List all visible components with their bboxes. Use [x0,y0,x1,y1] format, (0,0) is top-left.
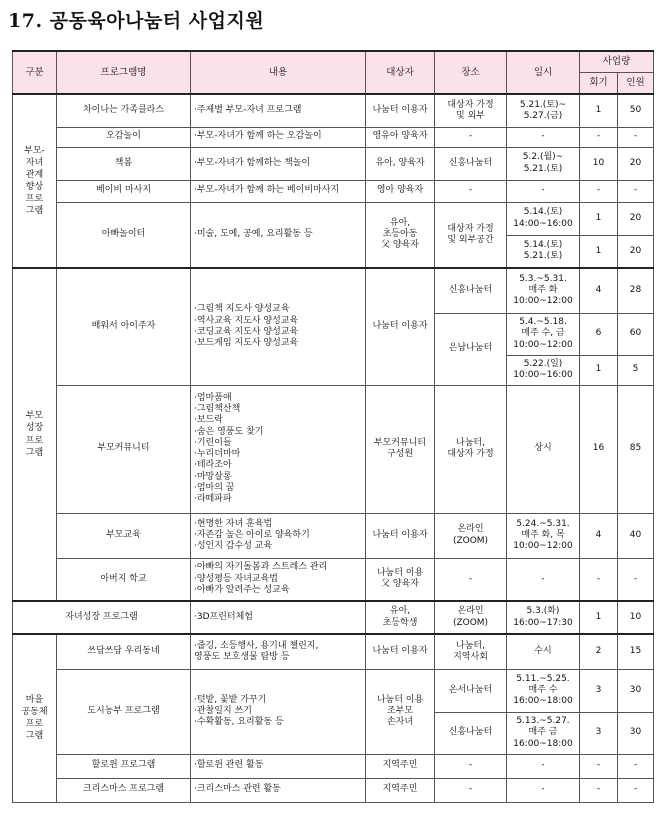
program-place: - [435,558,507,601]
header-content: 내용 [191,51,366,94]
header-sessions: 회기 [580,73,618,95]
group-label: 마을 공동체 프로 그램 [13,634,57,802]
table-row [13,268,654,313]
program-date: - [507,127,580,147]
header-date: 일시 [507,51,580,94]
program-people: 5 [618,355,654,385]
program-target: 부모커뮤니티 구성원 [366,385,435,513]
program-name: 자녀성장 프로그램 [13,601,191,634]
program-content: ·미술, 도예, 공예, 요리활동 등 [191,202,366,268]
program-people: 20 [618,202,654,235]
program-sessions: 2 [580,634,618,669]
table-row [13,558,654,601]
program-date: - [507,754,580,778]
table-row [13,94,654,127]
program-target: 지역주민 [366,754,435,778]
program-content [191,385,366,513]
program-date: 상시 [507,385,580,513]
table-row [13,754,654,778]
program-date: 5.22.(일) 10:00~16:00 [507,355,580,385]
program-content: ·크리스마스 관련 활동 [191,778,366,802]
program-place: 나눔터, 지역사회 [435,634,507,669]
program-people: - [618,180,654,202]
program-people: 85 [618,385,654,513]
program-people: 10 [618,601,654,634]
program-people: - [618,558,654,601]
program-name: 차이나는 가족클라스 [57,94,191,127]
content-item: ·누리더마마 [194,449,241,459]
program-people: 28 [618,268,654,313]
table-row [13,778,654,802]
program-sessions: - [580,558,618,601]
program-target: 나눔터 이용자 [366,268,435,385]
program-place: 온라인 (ZOOM) [435,513,507,558]
table-row [13,385,654,513]
program-people: 50 [618,94,654,127]
header-people: 인원 [618,73,654,95]
table-row [13,634,654,669]
table-row [13,147,654,180]
header-target: 대상자 [366,51,435,94]
program-date: - [507,180,580,202]
program-date: 5.14.(토) 5.21.(토) [507,235,580,268]
header-volume: 사업량 [580,51,654,73]
table-row [13,127,654,147]
program-date: 5.3.~5.31. 매주 화 10:00~12:00 [507,268,580,313]
content-item: ·라떼파파 [194,494,232,504]
content-item: ·보드게임 지도사 양성교육 [194,338,299,348]
program-name: 책봄 [57,147,191,180]
program-name: 크리스마스 프로그램 [57,778,191,802]
program-target: 지역주민 [366,778,435,802]
content-item: ·그림책 지도사 양성교육 [194,304,290,315]
program-sessions: - [580,180,618,202]
content-item: ·양성평등 자녀교육법 [194,573,278,584]
program-sessions: 1 [580,601,618,634]
group-label: 부모 성장 프로 그램 [13,268,57,601]
content-item: ·텃밭, 꽃밭 가꾸기 [194,694,267,705]
program-name: 할로윈 프로그램 [57,754,191,778]
program-name: 부모교육 [57,513,191,558]
program-place: - [435,778,507,802]
program-target: 유아, 초등학생 [366,601,435,634]
program-content: ·주제별 부모-자녀 프로그램 [191,94,366,127]
program-sessions: 16 [580,385,618,513]
program-content: ·부모-자녀가 함께 하는 오감놀이 [191,127,366,147]
program-place: 은남나눔터 [435,313,507,385]
program-content: ·부모-자녀가 함께하는 책놀이 [191,147,366,180]
content-item: ·아빠가 알려주는 성교육 [194,584,290,595]
content-item: ·테라조아 [194,460,232,471]
program-target: 나눔터 이용 父 양육자 [366,558,435,601]
program-sessions: - [580,127,618,147]
program-people: - [618,754,654,778]
program-place: - [435,754,507,778]
content-item: ·숨은 영풍도 찾기 [194,426,264,437]
program-content: ·할로윈 관련 활동 [191,754,366,778]
program-sessions: 6 [580,313,618,355]
program-place: - [435,180,507,202]
program-place: 대상자 가정 및 외부 [435,94,507,127]
program-sessions: 3 [580,712,618,754]
program-table [12,50,654,803]
program-sessions: 10 [580,147,618,180]
table-row [13,202,654,235]
program-people: 20 [618,235,654,268]
program-target: 유아, 양육자 [366,147,435,180]
table-row [13,601,654,634]
program-content [191,513,366,558]
program-people: 60 [618,313,654,355]
program-content: ·부모-자녀가 함께 하는 베이비마사지 [191,180,366,202]
program-sessions: - [580,778,618,802]
program-sessions: 1 [580,94,618,127]
content-item: ·엄마품애 [194,392,232,403]
content-item: ·성인지 감수성 교육 [194,541,273,552]
program-sessions: - [580,754,618,778]
program-place: 신흥나눔터 [435,147,507,180]
content-item: ·역사교육 지도사 양성교육 [194,315,299,326]
header-program: 프로그램명 [57,51,191,94]
content-item: ·그림책산책 [194,404,241,414]
program-place: 나눔터, 대상자 가정 [435,385,507,513]
program-people: 30 [618,712,654,754]
program-place: 대상자 가정 및 외부공간 [435,202,507,268]
table-row [13,513,654,558]
header-place: 장소 [435,51,507,94]
program-target: 영아 양육자 [366,180,435,202]
program-target: 나눔터 이용자 [366,634,435,669]
program-people: 40 [618,513,654,558]
content-item: ·자존감 높은 아이로 양육하기 [194,529,310,540]
program-people: - [618,127,654,147]
content-item: ·관찰일지 쓰기 [194,705,252,716]
program-target: 나눔터 이용자 [366,94,435,127]
program-sessions: 4 [580,268,618,313]
program-date: 수시 [507,634,580,669]
content-item: ·아빠의 자기돌봄과 스트레스 관리 [194,562,328,573]
program-name: 부모커뮤니티 [57,385,191,513]
content-item: ·마망살롱 [194,471,232,482]
program-content [191,268,366,385]
header-category: 구분 [13,51,57,94]
program-content: ·줍깅, 소등행사, 용기내 챌린지, 영풍도 보호생물 탐방 등 [191,634,366,669]
program-place: 신흥나눔터 [435,712,507,754]
page-title: 17. 공동육아나눔터 사업지원 [8,10,265,32]
program-name: 쓰담쓰담 우리동네 [57,634,191,669]
content-item: ·현명한 자녀 훈육법 [194,518,273,529]
program-date: 5.14.(토) 14:00~16:00 [507,202,580,235]
program-place: 온라인 (ZOOM) [435,601,507,634]
program-name: 아버지 학교 [57,558,191,601]
program-date: 5.11.~5.25. 매주 수 16:00~18:00 [507,669,580,712]
program-name: 오감놀이 [57,127,191,147]
program-date: - [507,558,580,601]
program-name: 베이비 마사지 [57,180,191,202]
program-date: 5.21.(토)~ 5.27.(금) [507,94,580,127]
program-target: 나눔터 이용 조부모 손자녀 [366,669,435,754]
group-label: 부모- 자녀 관계 향상 프로 그램 [13,94,57,268]
program-date: 5.2.(월)~ 5.21.(토) [507,147,580,180]
program-people: 30 [618,669,654,712]
program-people: 15 [618,634,654,669]
content-item: ·기린이들 [194,437,232,448]
program-date: 5.3.(화) 16:00~17:30 [507,601,580,634]
program-date: 5.4.~5.18. 매주 수, 금 10:00~12:00 [507,313,580,355]
table-row [13,180,654,202]
content-item: ·보드락 [194,415,223,426]
program-name: 도시농부 프로그램 [57,669,191,754]
program-sessions: 3 [580,669,618,712]
program-sessions: 4 [580,513,618,558]
program-sessions: 1 [580,355,618,385]
program-name: 배워서 아이주자 [57,268,191,385]
program-place: 온서나눔터 [435,669,507,712]
program-content [191,669,366,754]
program-sessions: 1 [580,202,618,235]
content-item: ·수확활동, 요리활동 등 [194,717,284,728]
program-people: 20 [618,147,654,180]
program-date: 5.13.~5.27. 매주 금 16:00~18:00 [507,712,580,754]
program-date: 5.24.~5.31. 매주 화, 목 10:00~12:00 [507,513,580,558]
program-name: 아빠놀이터 [57,202,191,268]
program-sessions: 1 [580,235,618,268]
program-date: - [507,778,580,802]
program-target: 나눔터 이용자 [366,513,435,558]
program-target: 영유아 양육자 [366,127,435,147]
table-row [13,669,654,712]
content-item: ·코딩교육 지도사 양성교육 [194,326,299,337]
program-content: ·3D프린터체험 [191,601,366,634]
program-content [191,558,366,601]
program-place: 신흥나눔터 [435,268,507,313]
program-target: 유아, 초등아동 父 양육자 [366,202,435,268]
program-place: - [435,127,507,147]
content-item: ·엄마의 꿈 [194,482,235,493]
program-people: - [618,778,654,802]
